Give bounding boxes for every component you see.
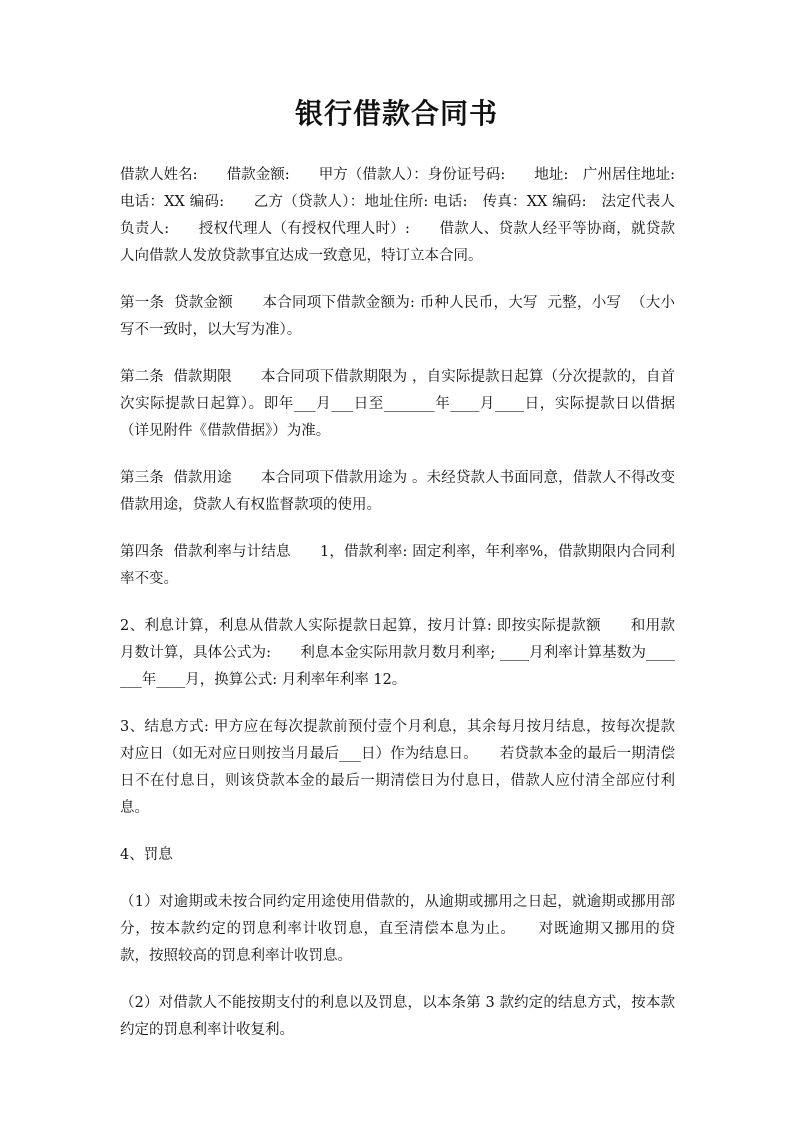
paragraph-parties: 借款人姓名: 借款金额: 甲方（借款人）：身份证号码: 地址: 广州居住地址: 电话：XX 编码: 乙方（贷款人）：地址住所: 电话: 传真：XX 编码: 法定代表人负责人: 授权代理人（有授权代理人时）: 借款人、贷款人经平等协商，就贷款人向借款人发放贷款事宜达成一致意见，特订立本合同。	[120, 167, 690, 264]
paragraph-penalty-heading: 4、罚息	[120, 847, 173, 863]
paragraph-interest-calculation: 2、利息计算，利息从借款人实际提款日起算，按月计算: 即按实际提款额 和用款月数计算，具体公式为: 利息本金实际用款月数月利率; ____月利率计算基数为_______年____月，换算公式: 月利率年利率 12。	[120, 618, 675, 688]
document-body	[120, 162, 690, 1064]
paragraph-article-4: 第四条 借款利率与计结息 1，借款利率: 固定利率，年利率%，借款期限内合同利率不变。	[120, 544, 675, 587]
paragraph-article-1: 第一条 贷款金额 本合同项下借款金额为: 币种人民币，大写 元整，小写 （大小写不一致时，以大写为准）。	[120, 295, 675, 338]
paragraph-penalty-2: （2）对借款人不能按期支付的利息以及罚息，以本条第 3 款约定的结息方式，按本款约定的罚息利率计收复利。	[120, 995, 675, 1038]
paragraph-article-3: 第三条 借款用途 本合同项下借款用途为 。未经贷款人书面同意，借款人不得改变借款用途，贷款人有权监督款项的使用。	[120, 470, 675, 513]
paragraph-article-2: 第二条 借款期限 本合同项下借款期限为 ，自实际提款日起算（分次提款的，自首次实际提款日起算）。即年___月___日至_______年____月____日，实际提款日以借据（详见附件《借款借据》）为准。	[120, 369, 675, 439]
paragraph-settlement-method: 3、结息方式: 甲方应在每次提款前预付壹个月利息，其余每月按月结息，按每次提款对应日（如无对应日则按当月最后___日）作为结息日。 若贷款本金的最后一期清偿日不在付息日，则该贷款本金的最后一期清偿日为付息日，借款人应付清全部应付利息。	[120, 719, 675, 816]
document-title: 银行借款合同书	[294, 97, 498, 130]
paragraph-penalty-1: （1）对逾期或未按合同约定用途使用借款的，从逾期或挪用之日起，就逾期或挪用部分，按本款约定的罚息利率计收罚息，直至清偿本息为止。 对既逾期又挪用的贷款，按照较高的罚息利率计收罚息。	[120, 894, 675, 964]
